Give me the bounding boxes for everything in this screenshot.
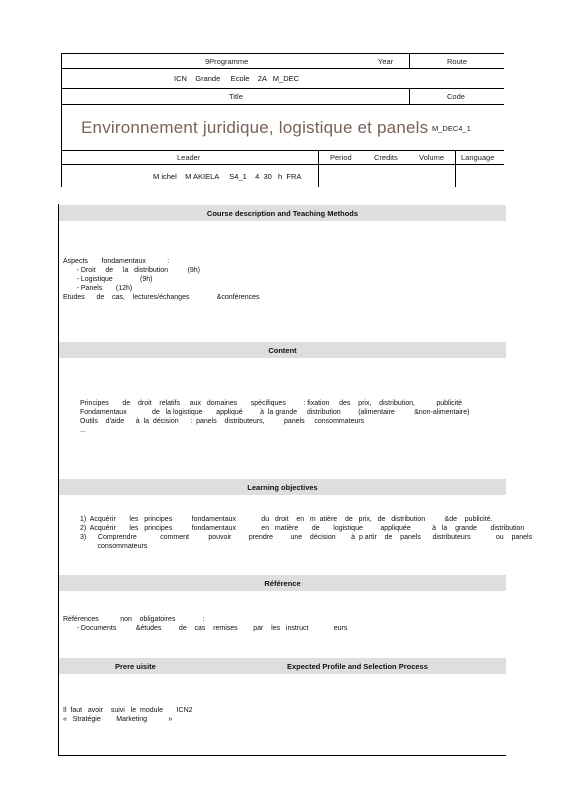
title-label: Title	[229, 92, 243, 101]
programme-value: ICN Grande Ecole 2A M_DEC	[174, 74, 300, 83]
leader-label: Leader	[177, 153, 201, 162]
content-line: Fondamentaux de la logistique appliqué à la grande distribution (alimentaire &non-alimentaire)	[80, 409, 470, 416]
course-description-line: Etudes de cas, lectures/échanges &conférences	[63, 294, 260, 301]
course-description-line: Aspects fondamentaux :	[63, 258, 170, 265]
leader-value: M ichel M AKIELA S4_1 4 30 h FRA	[153, 172, 302, 181]
course-description-line: - Panels (12h)	[63, 285, 133, 292]
reference-body	[63, 615, 347, 633]
content-line: ...	[80, 427, 86, 434]
body-bottom-border	[58, 755, 506, 756]
objective-line: 1) Acquérir les principes fondamentaux du droit en m atière de prix, de distribution &de publicité.	[80, 516, 493, 523]
course-description-heading: Course description and Teaching Methods	[59, 205, 506, 221]
reference-line: - Documents &études de cas remises par les instruct eurs	[63, 625, 348, 632]
content-line: Outils d'aide à la décision : panels distributeurs, panels consommateurs	[80, 418, 365, 425]
credits-label: Credits	[374, 153, 398, 162]
learning-objectives-body	[80, 515, 532, 551]
reference-heading: Référence	[59, 575, 506, 591]
objective-line: consommateurs	[80, 543, 148, 550]
course-description-line: - Droit de la distribution (9h)	[63, 267, 200, 274]
period-label: Period	[330, 153, 352, 162]
content-body	[80, 399, 469, 435]
prerequisite-line: Il faut avoir suivi le module ICN2	[63, 707, 193, 714]
prerequisite-heading-bar	[59, 658, 506, 674]
content-heading: Content	[59, 342, 506, 358]
code-label: Code	[447, 92, 465, 101]
reference-line: Références non obligatoires :	[63, 616, 205, 623]
volume-label: Volume	[419, 153, 445, 162]
content-line: Principes de droit relatifs aux domaines spécifiques : fixation des prix, distribution, publicité	[80, 400, 463, 407]
course-description-body	[63, 257, 260, 302]
prerequisite-line: « Stratégie Marketing »	[63, 716, 173, 723]
programme-label: 9Programme	[205, 57, 249, 66]
objective-line: 2) Acquérir les principes fondamentaux en matière de logistique appliquée à la grande distribution	[80, 525, 525, 532]
learning-objectives-heading: Learning objectives	[59, 479, 506, 495]
expected-profile-heading: Expected Profile and Selection Process	[287, 662, 428, 671]
course-title: Environnement juridique, logistique et panels	[81, 118, 429, 137]
objective-line: 3) Comprendre comment pouvoir prendre une décision à p artir de panels distributeurs ou panels	[80, 534, 533, 541]
year-label: Year	[378, 57, 394, 66]
prerequisite-body	[63, 706, 193, 724]
prerequisite-heading: Prere uisite	[115, 662, 156, 671]
course-code: M_DEC4_1	[432, 124, 471, 133]
course-description-line: - Logistique (9h)	[63, 276, 153, 283]
language-label: Language	[461, 153, 495, 162]
route-label: Route	[447, 57, 468, 66]
